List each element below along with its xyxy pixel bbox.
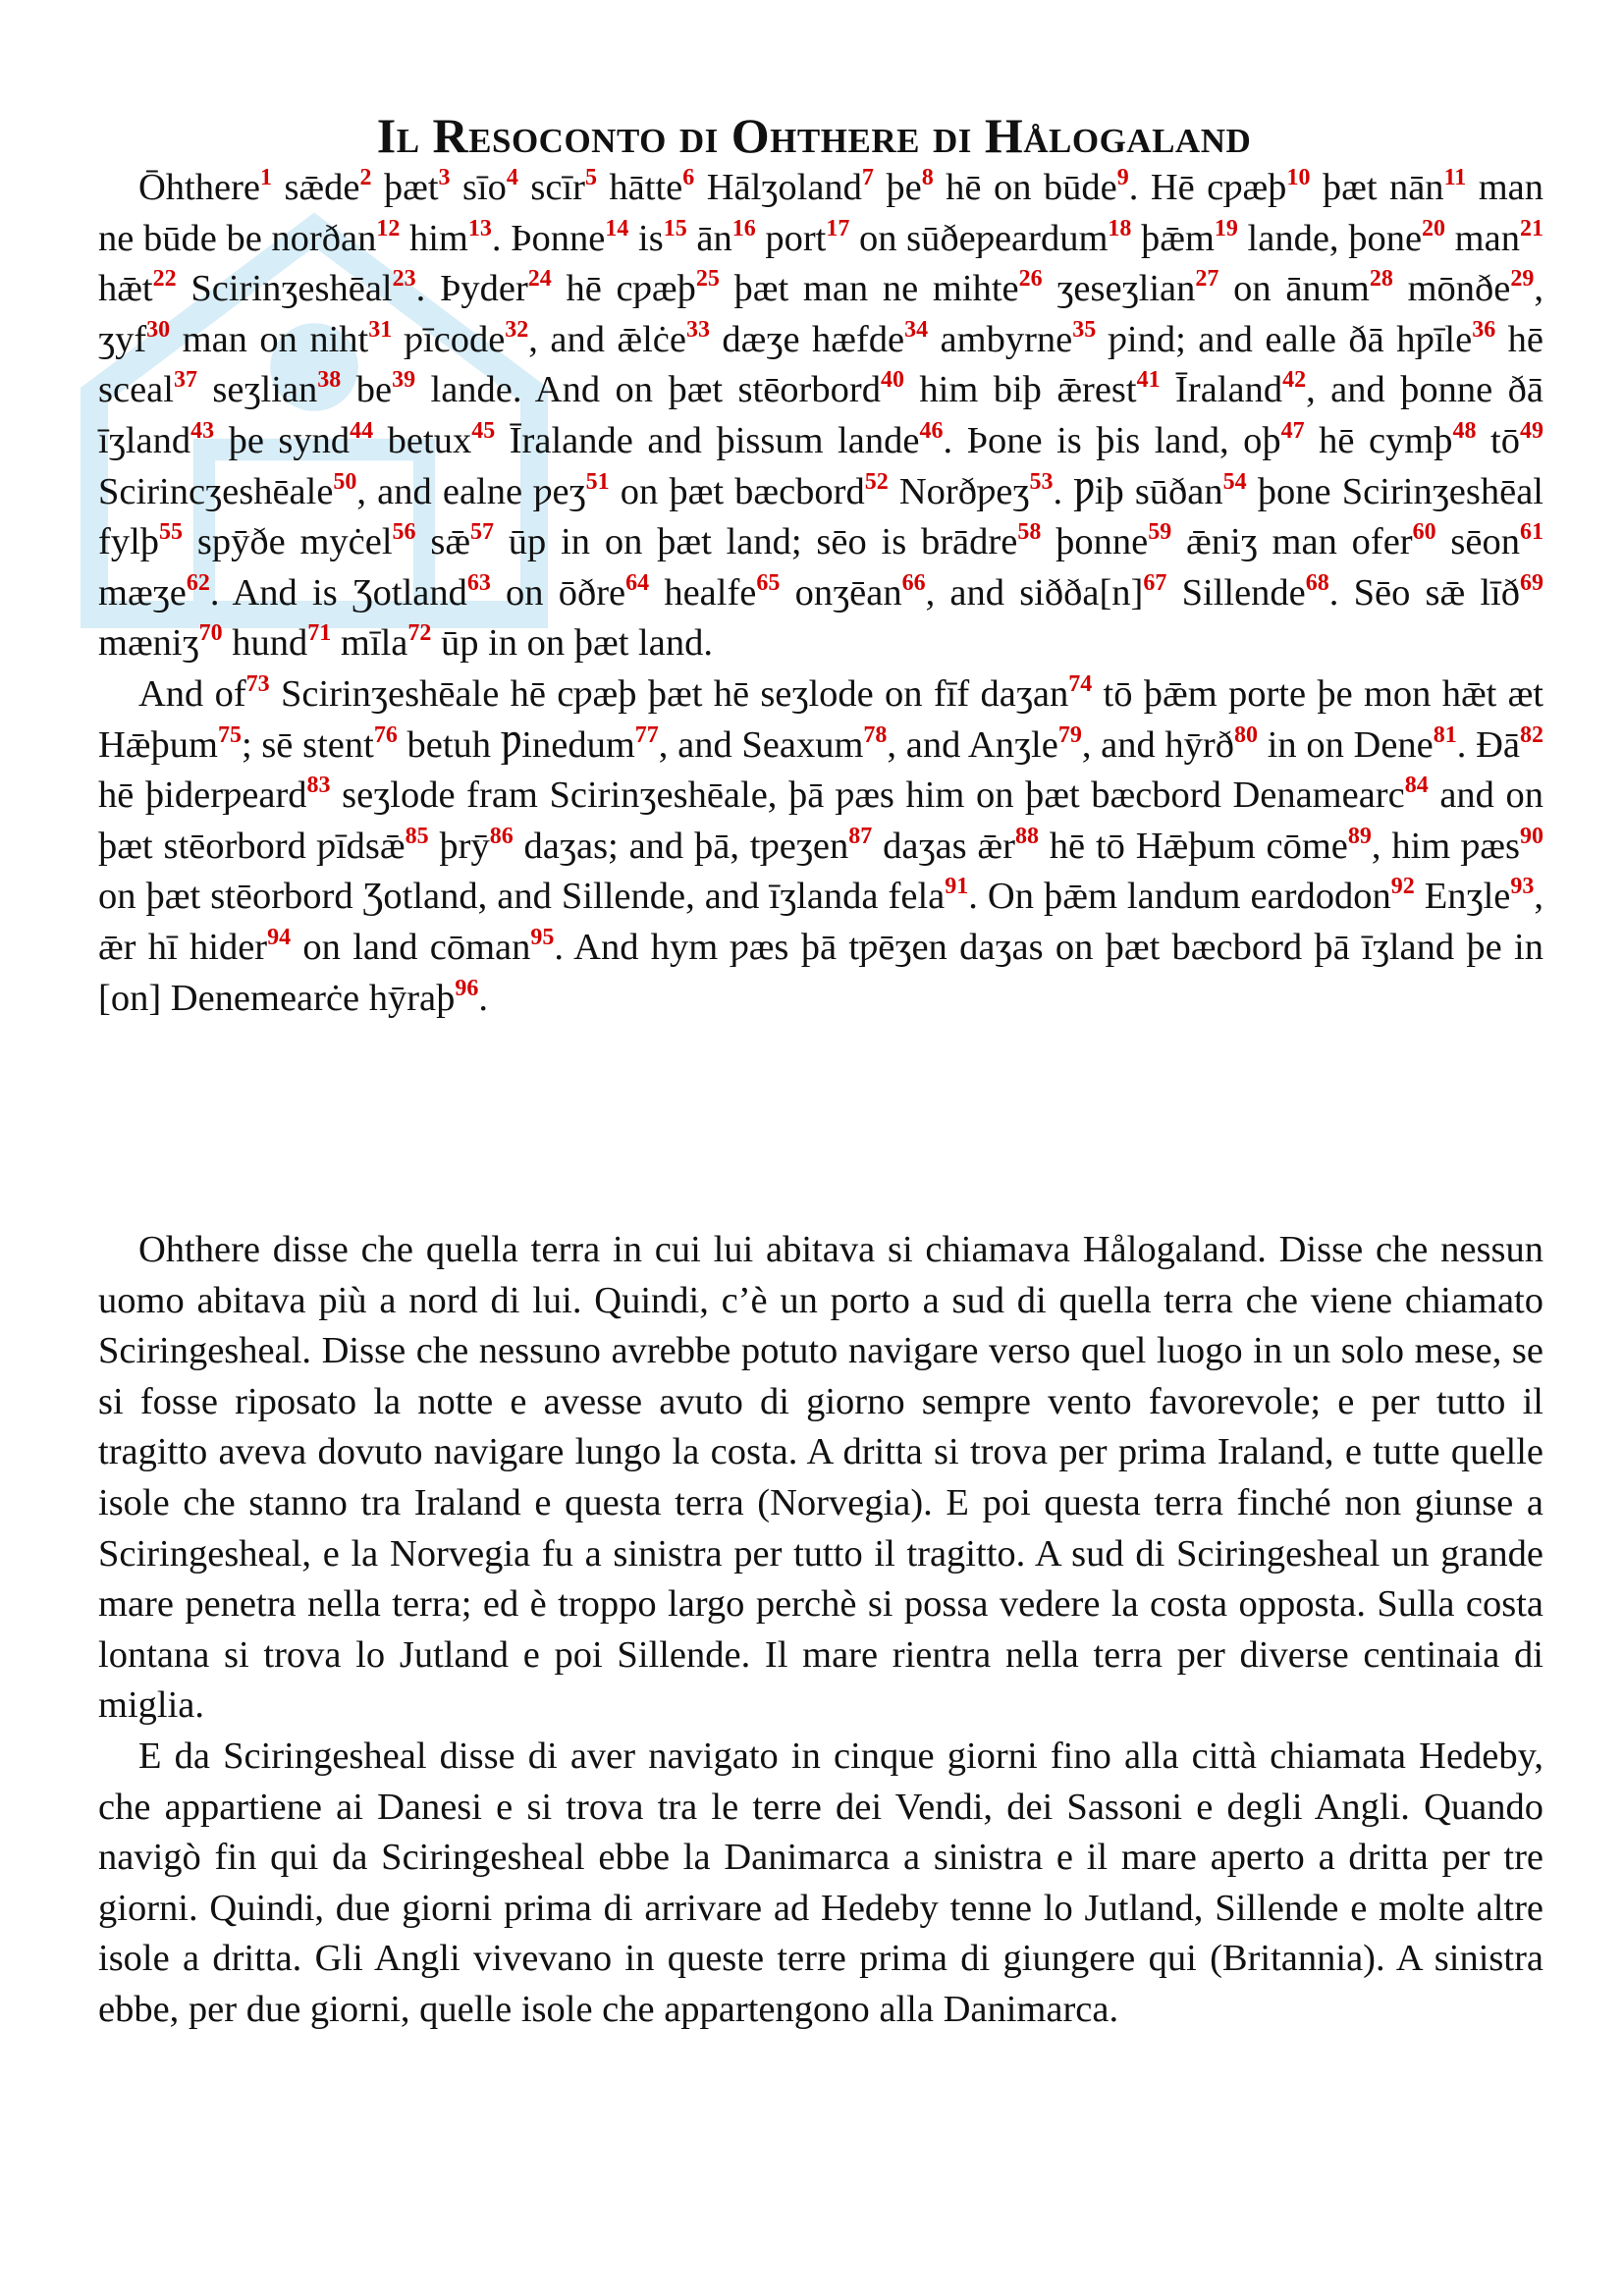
text-segment: þe xyxy=(873,167,922,208)
text-segment: ān xyxy=(686,217,732,259)
text-segment: , and hȳrð xyxy=(1081,723,1235,766)
footnote-number: 21 xyxy=(1519,215,1543,241)
text-segment: hē tō Hǣþum cōme xyxy=(1038,825,1348,867)
text-segment: ʒeseʒlian xyxy=(1042,268,1196,310)
text-segment: in on Dene xyxy=(1258,723,1434,766)
text-segment: mīla xyxy=(331,622,408,665)
text-segment: . Þonne xyxy=(491,217,606,259)
text-segment: and on þæt stēorbord ƿīdsǣ xyxy=(98,774,1543,867)
footnote-number: 20 xyxy=(1422,215,1446,241)
text-segment: . And is Ʒotland xyxy=(209,571,467,614)
text-segment: ƿīcode xyxy=(392,318,506,360)
footnote-number: 10 xyxy=(1286,165,1311,190)
footnote-number: 45 xyxy=(471,417,496,444)
footnote-number: 92 xyxy=(1390,874,1415,900)
footnote-number: 86 xyxy=(489,823,514,849)
footnote-number: 72 xyxy=(407,620,432,647)
footnote-number: 60 xyxy=(1412,519,1436,546)
text-segment: , and þonne ðā īʒland xyxy=(98,369,1544,461)
text-segment: on ōðre xyxy=(490,571,626,614)
footnote-number: 64 xyxy=(625,569,650,596)
footnote-number: 28 xyxy=(1369,266,1393,293)
footnote-number: 40 xyxy=(880,367,904,394)
footnote-number: 25 xyxy=(695,266,720,293)
text-segment: , ʒyf xyxy=(98,268,1543,360)
footnote-number: 82 xyxy=(1520,721,1543,748)
text-segment: ūp in on þæt land. xyxy=(431,622,713,665)
text-segment: on land cōman xyxy=(291,926,531,968)
footnote-number: 67 xyxy=(1143,569,1167,596)
footnote-number: 47 xyxy=(1280,417,1305,444)
text-segment: hē cƿæþ xyxy=(551,268,696,310)
text-segment: , and Anʒle xyxy=(887,723,1058,766)
italian-paragraph-1: Ohthere disse che quella terra in cui lui abitava si chiamava Hålogaland. Disse che nessun uomo abitava più a nord di lui. Quindi, c’è un porto a sud di quella terra che viene chiamato Sciringesheal. Disse che nessuno avrebbe potuto navigare verso quel luogo in un solo mese, se si fosse riposato la notte e avesse avuto di giorno sempre vento favorevole; e per tutto il tragitto aveva dovuto navigare lungo la costa. A dritta si trova per prima Iraland, e tutte quelle isole che stanno tra Iraland e questa terra (Norvegia). E poi questa terra finché non giunse a Sciringesheal, e la Norvegia fu a sinistra per tutto il tragitto. A sud di Sciringesheal un grande mare penetra nella terra; ed è troppo largo perchè si possa vedere la costa opposta. Sulla costa lontana si trova lo Jutland e poi Sillende. Il mare rientra nella terra per diverse centinaia di miglia. xyxy=(98,1229,1543,1727)
text-segment: lande. And on þæt stēorbord xyxy=(415,369,881,411)
text-segment: Īralande and þissum lande xyxy=(495,419,920,461)
text-segment: port xyxy=(755,217,827,259)
footnote-number: 37 xyxy=(173,367,197,394)
text-segment: þone Scirinʒeshēal fylþ xyxy=(98,470,1543,563)
footnote-number: 32 xyxy=(505,316,529,343)
text-segment: hē cymþ xyxy=(1304,419,1453,461)
text-segment: Norðƿeʒ xyxy=(888,470,1030,512)
text-segment: hǣt xyxy=(98,268,153,310)
text-segment: ūp in on þæt land; sēo is brādre xyxy=(494,521,1018,563)
footnote-number: 84 xyxy=(1404,773,1429,799)
footnote-number: 9 xyxy=(1116,165,1129,190)
text-segment: man on niht xyxy=(170,318,369,360)
text-segment: , ǣr hī hider xyxy=(98,876,1543,968)
text-segment: þe synd xyxy=(214,419,351,461)
text-segment: seʒlian xyxy=(196,369,318,411)
old-english-paragraph-1 xyxy=(98,163,1543,669)
footnote-number: 56 xyxy=(392,519,416,546)
footnote-number: 79 xyxy=(1057,721,1082,748)
footnote-number: 18 xyxy=(1108,215,1132,241)
text-segment: hē þiderƿeard xyxy=(98,774,307,817)
footnote-number: 51 xyxy=(585,468,610,495)
text-segment: . Hē cƿæþ xyxy=(1128,167,1287,208)
footnote-number: 35 xyxy=(1072,316,1097,343)
footnote-number: 33 xyxy=(685,316,710,343)
text-segment: . Ðā xyxy=(1456,723,1520,766)
footnote-number: 54 xyxy=(1222,468,1247,495)
text-segment: . On þǣm landum eardodon xyxy=(968,876,1391,918)
footnote-number: 8 xyxy=(921,165,934,190)
footnote-number: 39 xyxy=(392,367,416,394)
footnote-number: 19 xyxy=(1214,215,1238,241)
footnote-number: 49 xyxy=(1520,417,1544,444)
text-segment: Scirinʒeshēale hē cƿæþ þæt hē seʒlode on fīf daʒan xyxy=(269,672,1069,715)
footnote-number: 78 xyxy=(863,721,888,748)
footnote-number: 36 xyxy=(1472,316,1496,343)
footnote-number: 59 xyxy=(1148,519,1172,546)
footnote-number: 31 xyxy=(368,316,393,343)
footnote-number: 83 xyxy=(306,773,331,799)
footnote-number: 77 xyxy=(634,721,659,748)
footnote-number: 42 xyxy=(1282,367,1307,394)
text-segment: Īraland xyxy=(1160,369,1283,411)
footnote-number: 4 xyxy=(506,165,518,190)
footnote-number: 69 xyxy=(1520,569,1544,596)
text-segment: . And hym ƿæs þā tƿēʒen daʒas on þæt bæcbord þā īʒland þe in [on] Denemearċe hȳraþ xyxy=(98,926,1543,1019)
text-segment: . Ƿiþ sūðan xyxy=(1053,470,1223,512)
text-segment: þæt nān xyxy=(1310,167,1444,208)
footnote-number: 75 xyxy=(217,721,242,748)
text-segment: hē sceal xyxy=(98,318,1543,411)
text-segment: þæt xyxy=(371,167,439,208)
footnote-number: 52 xyxy=(864,468,889,495)
footnote-number: 26 xyxy=(1018,266,1043,293)
text-segment: sǣde xyxy=(272,167,360,208)
text-segment: þǣm xyxy=(1131,217,1215,259)
footnote-number: 76 xyxy=(373,721,398,748)
footnote-number: 62 xyxy=(186,569,210,596)
old-english-paragraph-2 xyxy=(98,669,1543,1024)
footnote-number: 38 xyxy=(317,367,342,394)
footnote-number: 16 xyxy=(731,215,756,241)
footnote-number: 3 xyxy=(438,165,451,190)
text-segment: Enʒle xyxy=(1414,876,1511,918)
text-segment: , and ealne ƿeʒ xyxy=(356,470,586,512)
footnote-number: 14 xyxy=(605,215,629,241)
text-segment: on sūðeƿeardum xyxy=(849,217,1109,259)
text-segment: scīr xyxy=(517,167,585,208)
footnote-number: 5 xyxy=(584,165,597,190)
footnote-number: 93 xyxy=(1510,874,1535,900)
footnote-number: 41 xyxy=(1136,367,1161,394)
text-segment: on þæt bæcbord xyxy=(609,470,865,512)
footnote-number: 7 xyxy=(861,165,874,190)
text-segment: . Þyder xyxy=(415,268,528,310)
text-segment: him xyxy=(400,217,468,259)
footnote-number: 27 xyxy=(1195,266,1219,293)
text-segment: be xyxy=(341,369,393,411)
text-segment: on þæt stēorbord Ʒotland, and Sillende, and īʒlanda fela xyxy=(98,876,946,918)
footnote-number: 85 xyxy=(405,823,429,849)
text-segment: þrȳ xyxy=(428,825,490,867)
footnote-number: 57 xyxy=(470,519,494,546)
footnote-number: 80 xyxy=(1234,721,1259,748)
footnote-number: 46 xyxy=(919,417,944,444)
text-segment: mæniʒ xyxy=(98,622,199,665)
footnote-number: 2 xyxy=(359,165,372,190)
text-segment: man xyxy=(1445,217,1520,259)
text-segment: , and Seaxum xyxy=(658,723,864,766)
text-segment: betuh Ƿinedum xyxy=(397,723,635,766)
footnote-number: 50 xyxy=(333,468,357,495)
footnote-number: 30 xyxy=(146,316,171,343)
footnote-number: 96 xyxy=(455,975,479,1001)
footnote-number: 43 xyxy=(190,417,215,444)
footnote-number: 23 xyxy=(392,266,416,293)
text-segment: hē on būde xyxy=(933,167,1117,208)
footnote-number: 55 xyxy=(159,519,184,546)
footnote-number: 24 xyxy=(527,266,552,293)
italian-paragraph-2: E da Sciringesheal disse di aver navigato in cinque giorni fino alla città chiamata Hedeby, che appartiene ai Danesi e si trova tra le terre dei Vendi, dei Sassoni e degli Angli. Quando navigò fin qui da Sciringesheal ebbe la Danimarca a sinistra e il mare aperto a dritta per tre giorni. Quindi, due giorni prima di arrivare ad Hedeby tenne lo Jutland, Sillende e molte altre isole a dritta. Gli Angli vivevano in queste terre prima di giungere qui (Britannia). A sinistra ebbe, per due giorni, quelle isole che appartengono alla Danimarca. xyxy=(98,1735,1543,2030)
text-segment: spȳðe myċel xyxy=(183,521,393,563)
text-segment: , and siððа[n] xyxy=(925,571,1144,614)
text-segment: , and ǣlċe xyxy=(528,318,686,360)
footnote-number: 15 xyxy=(663,215,687,241)
footnote-number: 22 xyxy=(152,266,177,293)
text-segment: dæʒe hæfde xyxy=(709,318,905,360)
text-segment: Sillende xyxy=(1166,571,1306,614)
text-segment: sīo xyxy=(450,167,507,208)
footnote-number: 70 xyxy=(198,620,223,647)
footnote-number: 58 xyxy=(1017,519,1042,546)
footnote-number: 65 xyxy=(756,569,781,596)
text-segment: mæʒe xyxy=(98,571,187,614)
footnote-number: 61 xyxy=(1520,519,1544,546)
text-segment: tō þǣm porte þe mon hǣt æt Hǣþum xyxy=(98,672,1544,766)
footnote-number: 74 xyxy=(1068,670,1093,697)
footnote-number: 66 xyxy=(901,569,926,596)
text-segment: onʒēan xyxy=(780,571,902,614)
footnote-number: 95 xyxy=(530,924,555,950)
text-segment: him biþ ǣrest xyxy=(903,369,1137,411)
footnote-number: 94 xyxy=(267,924,292,950)
text-segment: . xyxy=(478,977,489,1019)
text-segment: þæt man ne mihte xyxy=(719,268,1019,310)
text-segment: man ne būde be norðan xyxy=(98,167,1543,259)
text-segment: Hālʒoland xyxy=(694,167,862,208)
italian-translation xyxy=(98,1225,1543,2036)
footnote-number: 53 xyxy=(1029,468,1054,495)
text-segment: hund xyxy=(222,622,308,665)
footnote-number: 88 xyxy=(1014,823,1039,849)
text-segment: , him ƿæs xyxy=(1371,825,1520,867)
text-segment: Scirincʒeshēale xyxy=(98,470,334,512)
text-segment: ; sē stent xyxy=(241,723,374,766)
text-segment: daʒas ǣr xyxy=(872,825,1015,867)
footnote-number: 44 xyxy=(350,417,374,444)
text-segment: is xyxy=(628,217,664,259)
text-segment: betux xyxy=(373,419,472,461)
text-segment: healfe xyxy=(649,571,757,614)
text-segment: . Þone is þis land, oþ xyxy=(943,419,1281,461)
text-segment: lande, þone xyxy=(1237,217,1423,259)
text-segment: . Sēo sǣ līð xyxy=(1328,571,1521,614)
text-segment: ƿind; and ealle ðā hƿīle xyxy=(1096,318,1473,360)
footnote-number: 71 xyxy=(307,620,332,647)
footnote-number: 12 xyxy=(376,215,401,241)
text-segment: ambyrne xyxy=(928,318,1073,360)
text-segment: seʒlode fram Scirinʒeshēale, þā ƿæs him on þæt bæcbord Denamearc xyxy=(330,774,1405,817)
footnote-number: 11 xyxy=(1443,165,1467,190)
text-segment: on ānum xyxy=(1218,268,1370,310)
text-segment: Scirinʒeshēal xyxy=(176,268,393,310)
footnote-number: 89 xyxy=(1347,823,1372,849)
footnote-number: 17 xyxy=(826,215,850,241)
footnote-number: 29 xyxy=(1510,266,1535,293)
footnote-number: 91 xyxy=(945,874,969,900)
text-segment: And of xyxy=(138,672,246,715)
footnote-number: 13 xyxy=(467,215,492,241)
text-segment: Ōhthere xyxy=(138,167,260,208)
footnote-number: 6 xyxy=(682,165,695,190)
footnote-number: 87 xyxy=(848,823,873,849)
footnote-number: 48 xyxy=(1452,417,1477,444)
text-segment: sǣ xyxy=(415,521,470,563)
text-segment: tō xyxy=(1476,419,1521,461)
footnote-number: 68 xyxy=(1305,569,1329,596)
footnote-number: 63 xyxy=(466,569,491,596)
page-title: Il Resoconto di Ohthere di Hålogaland xyxy=(376,108,1252,163)
text-segment: ǣniʒ man ofer xyxy=(1171,521,1413,563)
text-segment: hātte xyxy=(596,167,683,208)
text-segment: þonne xyxy=(1041,521,1149,563)
footnote-number: 34 xyxy=(904,316,929,343)
footnote-number: 73 xyxy=(245,670,270,697)
footnote-number: 90 xyxy=(1519,823,1543,849)
text-segment: sēon xyxy=(1435,521,1521,563)
footnote-number: 81 xyxy=(1433,721,1457,748)
text-segment: daʒas; and þā, tƿeʒen xyxy=(513,825,849,867)
old-english-text xyxy=(98,163,1543,1024)
text-segment: mōnðe xyxy=(1392,268,1511,310)
footnote-number: 1 xyxy=(260,165,272,190)
